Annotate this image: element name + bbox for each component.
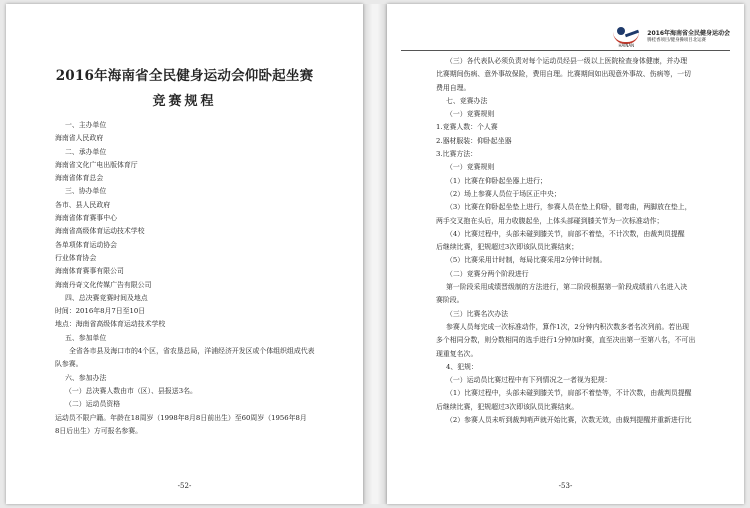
right-page-body [436, 55, 731, 427]
text-line: （二）竞赛分两个阶段进行 [446, 269, 529, 278]
text-line: 4、犯规： [446, 362, 478, 371]
text-line: （一）总决赛人数由市（区）、县报送3名。 [65, 386, 197, 395]
text-line: （5）比赛采用计时制，每局比赛采用2分钟计时制。 [446, 256, 607, 265]
text-line: 2.器材服装：仰卧起坐器 [436, 136, 512, 145]
text-line: 8日后出生）方可报名参赛。 [55, 426, 143, 435]
text-line: 行业体育协会 [55, 253, 97, 262]
text-line: （三）各代表队必须负责对每个运动员经县一级以上医院检查身体健康，并办理 [446, 57, 688, 65]
text-line: 运动员不限户籍。年龄在18周岁（1998年8月8日前出生）至60周岁（1956年8月 [55, 413, 307, 422]
text-line: （1）比赛过程中，头部未碰到膝关节，肩部不着垫等，不计次数，由裁判员提醒 [446, 389, 692, 398]
text-line: 多个相同分数，则分数相同的选手进行1分钟加时赛，直至决出第一至第八名，不可出 [436, 336, 696, 345]
text-line: 二、承办单位 [65, 147, 107, 156]
text-line: （3）比赛在仰卧起坐垫上进行，参赛人员在垫上仰卧，腿弯曲，两脚放在垫上， [446, 203, 692, 212]
text-line: 赛阶段。 [436, 296, 464, 305]
text-line: （一）运动员比赛过程中有下列情况之一者视为犯规： [446, 376, 612, 385]
book-gutter [363, 4, 387, 504]
text-line: 海南省体育赛事中心 [55, 214, 118, 223]
left-page-body [55, 119, 350, 438]
text-line: （一）竞赛规则 [446, 110, 495, 119]
page-header [609, 26, 730, 48]
text-line: 海南省高级体育运动技术学校 [55, 227, 145, 236]
text-line: （2）参赛人员未听到裁判哨声就开始比赛，次数无效，由裁判提醒并重新进行比 [446, 416, 692, 425]
text-line: （2）场上参赛人员位于场区正中央； [446, 189, 561, 198]
text-line: 参赛人员每完成一次标准动作，算作1次，2分钟内积次数多者名次列前。若出现 [446, 322, 690, 331]
left-page [6, 4, 363, 504]
text-line: 三、协办单位 [65, 187, 107, 196]
text-line: 海南体育赛事有限公司 [55, 267, 124, 276]
text-line: 全省各市县及海口市的4个区，省农垦总局，洋浦经济开发区或个体组织组成代表 [69, 347, 315, 356]
text-line: 1.竞赛人数：个人赛 [436, 123, 498, 132]
text-line: 时间：2016年8月7日至10日 [55, 307, 146, 316]
text-line: 3.比赛方法： [436, 150, 478, 159]
document-subtitle: 竞赛规程 [152, 94, 217, 109]
text-line: （二）运动员资格 [65, 400, 121, 409]
header-text [647, 31, 730, 43]
text-line: 海南丹奇文化传媒广告有限公司 [55, 280, 152, 289]
games-logo-icon: HAINAN [609, 26, 643, 48]
document-title: 2016年海南省全民健身运动会仰卧起坐赛 [55, 68, 314, 84]
text-line: 四、总决赛竞赛时间及地点 [65, 293, 148, 302]
text-line: 后继续比赛，犯规超过3次即该队员比赛结束； [436, 243, 579, 252]
text-line: 两手交叉抱在头后，用力收腹起坐，上体头部碰到膝关节为一次标准动作； [436, 216, 664, 225]
text-line: 各市、县人民政府 [55, 200, 111, 209]
text-line: 比赛期间伤病、意外事故保险，费用自理。比赛期间如出现意外事故、伤病等，一切 [436, 70, 691, 79]
text-line: 队参赛。 [55, 360, 83, 369]
text-line: 费用自理。 [436, 83, 471, 92]
text-line: 海南省文化广电出版体育厅 [55, 160, 138, 169]
text-line: （4）比赛过程中，头部未碰到膝关节，肩部不着垫，不计次数，由裁判员提醒 [446, 229, 685, 238]
page-number: -53- [558, 482, 573, 490]
text-line: 一、主办单位 [65, 121, 107, 129]
text-line: 现重复名次。 [436, 349, 478, 358]
header-divider [401, 50, 730, 51]
text-line: 六、参加办法 [65, 373, 107, 382]
text-line: 地点：海南省高级体育运动技术学校 [55, 320, 166, 329]
header-line-2: 腾桂香项目/健身操项目北运赛 [647, 37, 706, 43]
text-line: 后继续比赛，犯规超过3次即该队员比赛结束。 [436, 402, 579, 411]
text-line: 五、参加单位 [65, 333, 107, 342]
text-line: （1）比赛在仰卧起坐器上进行； [446, 176, 547, 185]
text-line: （三）比赛名次办法 [446, 309, 509, 318]
text-line: 第一阶段采用成绩晋级制的方法进行，第二阶段根据第一阶段成绩前八名进入决 [446, 283, 688, 292]
text-line: 七、竞赛办法 [446, 96, 488, 105]
page-number: -52- [177, 482, 192, 490]
right-page [387, 4, 744, 504]
header-line-1: 2016年海南省全民健身运动会 [647, 30, 730, 38]
text-line: 海南省人民政府 [55, 134, 104, 143]
text-line: （一）竞赛规则 [446, 163, 495, 172]
text-line: 海南省体育总会 [55, 174, 104, 183]
text-line: 各单项体育运动协会 [55, 240, 118, 249]
